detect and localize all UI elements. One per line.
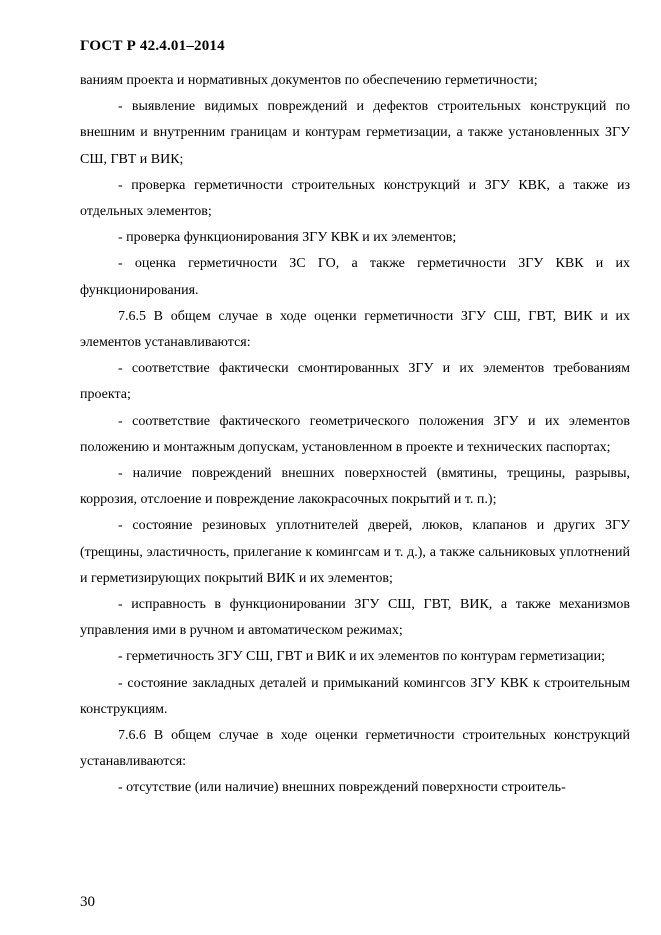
document-body xyxy=(80,68,630,802)
paragraph: - герметичность ЗГУ СШ, ГВТ и ВИК и их элементов по контурам герметизации; xyxy=(118,649,606,665)
paragraph: 7.6.5 В общем случае в ходе оценки герметичности ЗГУ СШ, ГВТ, ВИК и их элементов устанавливаются: xyxy=(80,308,630,351)
paragraph: ваниям проекта и нормативных документов по обеспечению герметичности; xyxy=(80,73,538,88)
paragraph: - исправность в функционировании ЗГУ СШ, ГВТ, ВИК, а также механизмов управления ими в ручном и автоматическом режимах; xyxy=(80,597,630,639)
paragraph: - состояние резиновых уплотнителей дверей, люков, клапанов и других ЗГУ (трещины, эластичность, прилегание к комингсам и т. д.), а также сальниковых уплотнений и герметизирующих покрытий ВИК и их элементов; xyxy=(80,518,630,586)
paragraph: - соответствие фактического геометрического положения ЗГУ и их элементов положению и монтажным допускам, установленном в проекте и технических паспортах; xyxy=(80,413,630,455)
paragraph: - оценка герметичности ЗС ГО, а также герметичности ЗГУ КВК и их функционирования. xyxy=(80,256,630,298)
paragraph: - наличие повреждений внешних поверхностей (вмятины, трещины, разрывы, коррозия, отслоение и повреждение лакокрасочных покрытий и т. п.); xyxy=(80,466,630,508)
paragraph: - состояние закладных деталей и примыканий комингсов ЗГУ КВК к строительным конструкциям. xyxy=(80,675,630,717)
paragraph: - проверка герметичности строительных конструкций и ЗГУ КВК, а также из отдельных элементов; xyxy=(80,177,630,220)
paragraph: - проверка функционирования ЗГУ КВК и их элементов; xyxy=(118,230,457,246)
paragraph: - соответствие фактически смонтированных ЗГУ и их элементов требованиям проекта; xyxy=(80,361,630,403)
paragraph: 7.6.6 В общем случае в ходе оценки герметичности строительных конструкций устанавливаются: xyxy=(80,728,630,770)
page-number: 30 xyxy=(80,894,95,910)
paragraph: - отсутствие (или наличие) внешних повреждений поверхности строитель- xyxy=(118,780,566,796)
paragraph: - выявление видимых повреждений и дефектов строительных конструкций по внешним и внутренним границам и контурам герметизации, а также установленных ЗГУ СШ, ГВТ и ВИК; xyxy=(80,99,630,167)
standard-designation: ГОСТ Р 42.4.01–2014 xyxy=(80,38,225,54)
